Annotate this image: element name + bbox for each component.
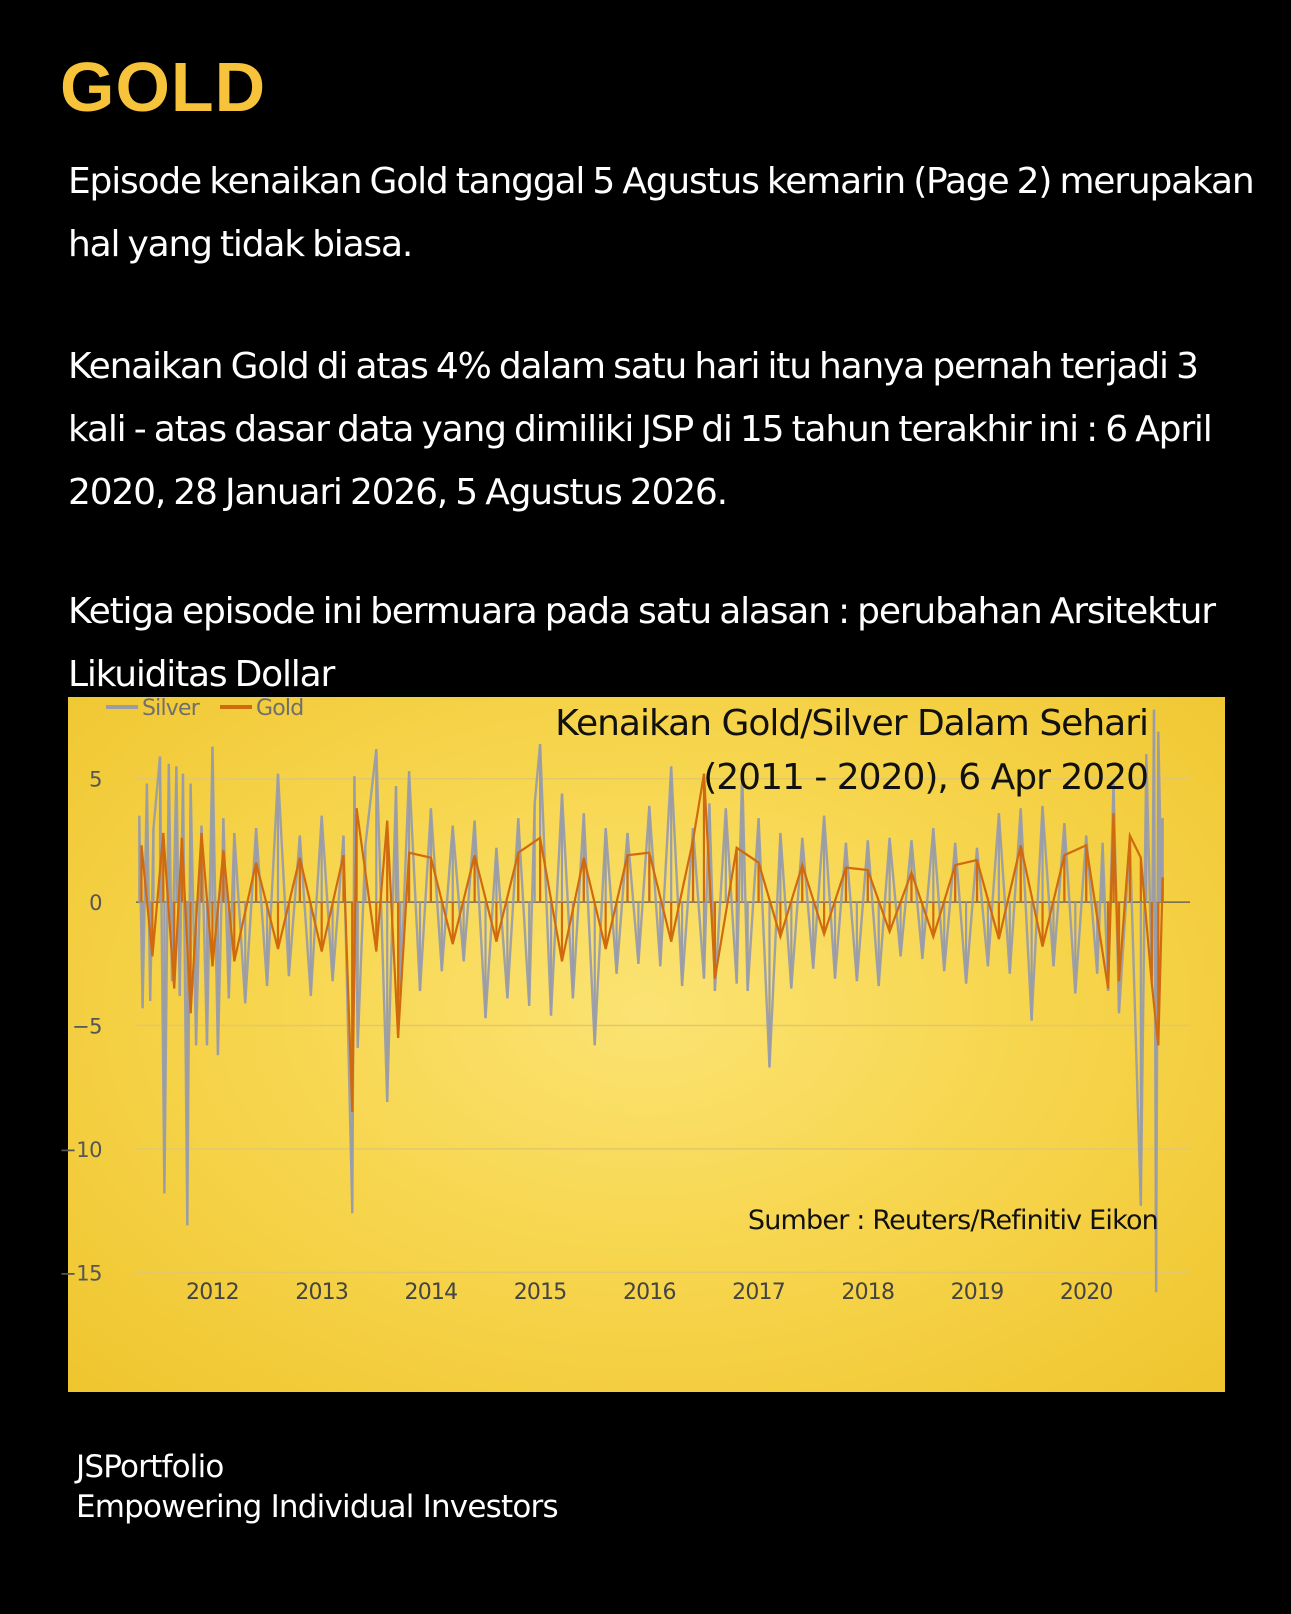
x-tick-label-1: 2013 — [295, 1280, 349, 1305]
y-axis-ticks — [59, 768, 102, 1286]
footer-tagline: Empowering Individual Investors — [76, 1489, 558, 1525]
legend — [106, 696, 303, 721]
x-tick-label-7: 2019 — [950, 1280, 1004, 1305]
chart-title-line1: Kenaikan Gold/Silver Dalam Sehari — [555, 703, 1148, 744]
y-tick-label-0: 5 — [89, 767, 102, 792]
paragraph-conclusion: Ketiga episode ini bermuara pada satu alasan : perubahan Arsitektur Likuiditas Dollar — [68, 591, 1215, 695]
x-tick-label-4: 2016 — [622, 1280, 676, 1305]
chart-panel — [59, 696, 1225, 1392]
paragraph-intro: Episode kenaikan Gold tanggal 5 Agustus kemarin (Page 2) merupakan hal yang tidak biasa. — [68, 161, 1254, 265]
x-tick-label-8: 2020 — [1059, 1280, 1113, 1305]
chart-title-line2: (2011 - 2020), 6 Apr 2020 — [703, 757, 1148, 798]
y-tick-label-4: −15 — [59, 1261, 102, 1286]
paragraph-statistics: Kenaikan Gold di atas 4% dalam satu hari itu hanya pernah terjadi 3 kali - atas dasar data yang dimiliki JSP di 15 tahun terakhir ini : 6 April 2020, 28 Januari 2026, 5 Agustus 2026. — [68, 346, 1212, 513]
gridlines — [136, 779, 1190, 1273]
legend-label-gold: Gold — [256, 696, 304, 721]
x-tick-label-3: 2015 — [513, 1280, 567, 1305]
y-tick-label-1: 0 — [89, 891, 102, 916]
x-tick-label-6: 2018 — [841, 1280, 895, 1305]
x-tick-label-0: 2012 — [186, 1280, 239, 1305]
brand-title: GOLD — [60, 48, 267, 126]
chart-source: Sumber : Reuters/Refinitiv Eikon — [747, 1205, 1158, 1236]
gold-silver-chart — [59, 696, 1225, 1392]
footer-company: JSPortfolio — [76, 1449, 224, 1485]
y-tick-label-2: −5 — [72, 1014, 102, 1039]
x-tick-label-2: 2014 — [404, 1280, 458, 1305]
y-tick-label-3: −10 — [59, 1137, 102, 1162]
x-axis-ticks — [186, 1280, 1113, 1305]
legend-label-silver: Silver — [142, 696, 199, 721]
footer — [76, 1447, 558, 1527]
x-tick-label-5: 2017 — [732, 1280, 785, 1305]
